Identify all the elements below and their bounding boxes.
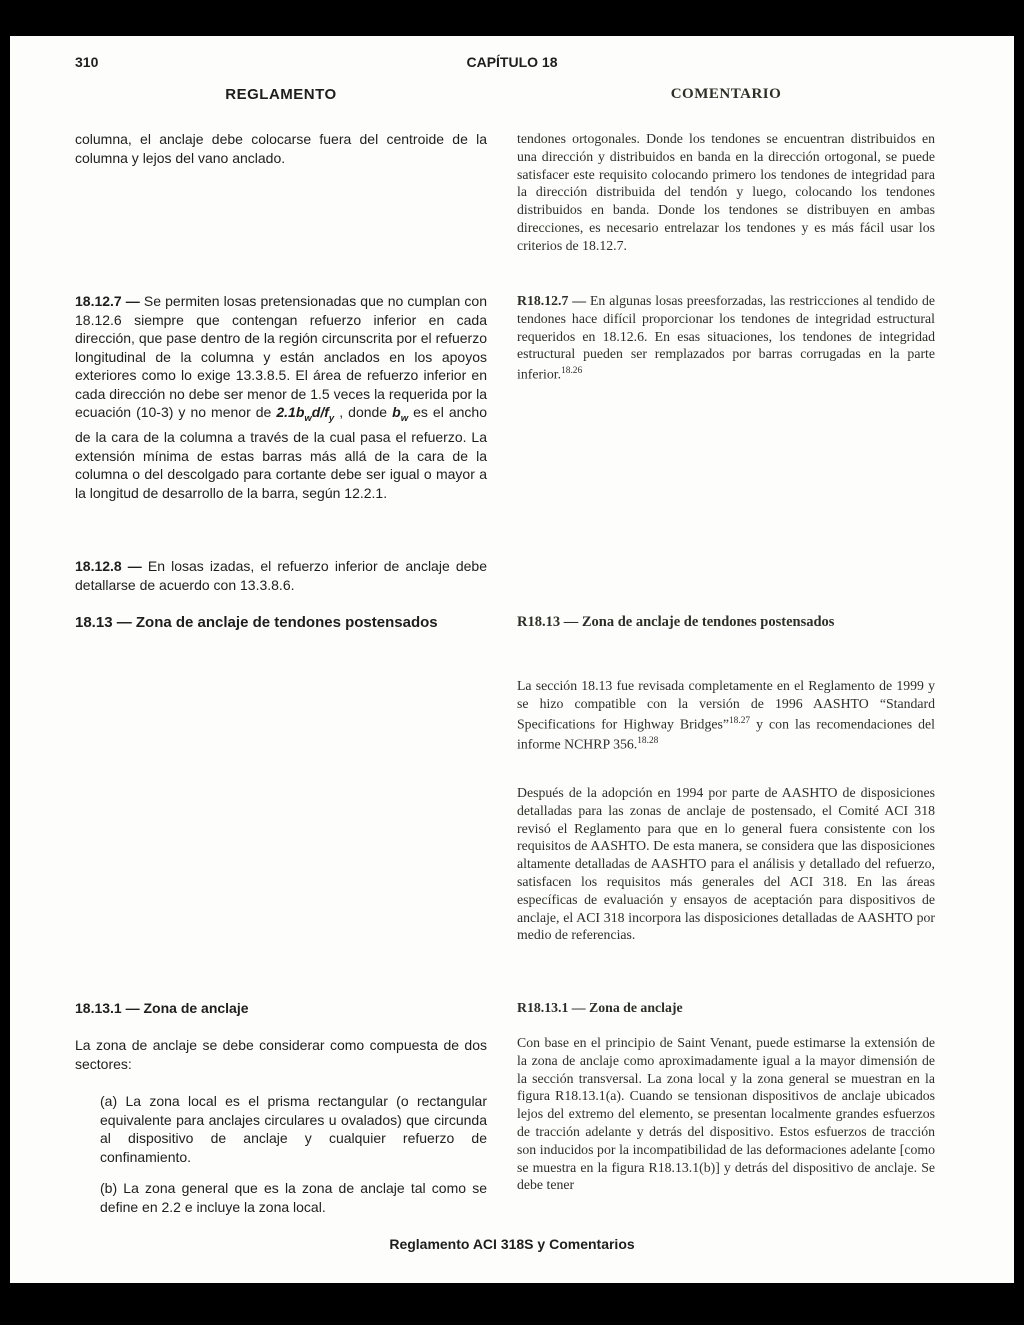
- reglamento-heading-18-13-1: 18.13.1 — Zona de anclaje: [75, 1000, 249, 1016]
- reglamento-section-18-12-7: 18.12.7 — Se permiten losas pretensionadas que no cumplan con 18.12.6 siempre que contengan refuerzo inferior en cada dirección, que pase dentro de la región circunscrita por el refuerzo longitudinal de la columna y están anclados en los apoyos exteriores como lo exige 13.3.8.5. El área de refuerzo inferior en cada dirección no debe ser menor de 1.5 veces la requerida por la ecuación (10-3) y no menor de $2.1b_wd/f_y$ , donde $b_w$ es el ancho de la cara de la columna a través de la cual pasa el refuerzo. La extensión mínima de estas barras más allá de la cara de la columna o del descolgado para cortante debe ser igual o mayor a la longitud de desarrollo de la barra, según 12.2.1.: [75, 293, 487, 501]
- comentario-section-r18-12-7: R18.12.7 — En algunas losas preesforzadas, las restricciones al tendido de tendones hace difícil proporcionar los tendones de integridad estructural requeridos en 18.12.6. En esas situaciones, los tendones de integridad estructural pueden ser remplazados por barras corrugadas en la parte inferior.$^{18.26}$: [517, 293, 935, 382]
- page-number: 310: [75, 54, 99, 70]
- comentario-intro-paragraph: tendones ortogonales. Donde los tendones se encuentran distribuidos en una dirección y distribuidos en banda en la dirección ortogonal, se puede satisfacer este requisito colocando primero los tendones de integridad para la dirección distribuida del tendón y luego, colocando los tendones distribuidos en banda. Donde los tendones se distribuyen en ambas direcciones, es necesario entrelazar los tendones y es más fácil usar los criterios de 18.12.7.: [517, 131, 935, 253]
- comentario-column-title: COMENTARIO: [670, 86, 782, 102]
- comentario-paragraph-despues: Después de la adopción en 1994 por parte de AASHTO de disposiciones detalladas para las zonas de anclaje de postensado, el Comité ACI 318 revisó el Reglamento para que en lo general fuera consistente con los requisitos de AASHTO. De esta manera, se considera que las disposiciones altamente detalladas de AASHTO para el análisis y detallado del refuerzo, satisfacen los requisitos más generales del ACI 318. En las áreas específicas de evaluación y ensayos de aceptación para dispositivos de anclaje, el ACI 318 incorpora las disposiciones detalladas de AASHTO por medio de referencias.: [517, 785, 935, 943]
- reglamento-column-title: REGLAMENTO: [225, 86, 337, 103]
- reglamento-item-b: (b) La zona general que es la zona de anclaje tal como se define en 2.2 e incluye la zona local.: [100, 1180, 487, 1215]
- chapter-header: CAPÍTULO 18: [466, 54, 558, 70]
- reglamento-intro-paragraph: columna, el anclaje debe colocarse fuera del centroide de la columna y lejos del vano anclado.: [75, 131, 487, 166]
- reglamento-heading-18-13: 18.13 — Zona de anclaje de tendones postensados: [75, 614, 438, 631]
- reglamento-item-a: (a) La zona local es el prisma rectangular (o rectangular equivalente para anclajes circulares u ovalados) que circunda al dispositivo de anclaje y cualquier refuerzo de confinamiento.: [100, 1093, 487, 1165]
- reglamento-section-18-12-8: 18.12.8 — En losas izadas, el refuerzo inferior de anclaje debe detallarse de acuerdo con 13.3.8.6.: [75, 558, 487, 593]
- document-page: [10, 36, 1014, 1283]
- page-footer: Reglamento ACI 318S y Comentarios: [389, 1236, 635, 1252]
- comentario-heading-r18-13-1: R18.13.1 — Zona de anclaje: [517, 1000, 683, 1015]
- comentario-heading-r18-13: R18.13 — Zona de anclaje de tendones postensados: [517, 614, 835, 630]
- reglamento-paragraph-zona-anclaje: La zona de anclaje se debe considerar como compuesta de dos sectores:: [75, 1037, 487, 1072]
- comentario-paragraph-seccion: La sección 18.13 fue revisada completamente en el Reglamento de 1999 y se hizo compatible con la versión de 1996 AASHTO “Standard Specifications for Highway Bridges”$^{18.27}$ y con las recomendaciones del informe NCHRP 356.$^{18.28}$: [517, 678, 936, 752]
- comentario-paragraph-con-base: Con base en el principio de Saint Venant, puede estimarse la extensión de la zona de anclaje como aproximadamente igual a la mayor dimensión de la sección transversal. La zona local y la zona general se muestran en la figura R18.13.1(a). Cuando se tensionan dispositivos de anclaje ubicados lejos del extremo del elemento, se presentan localmente grandes esfuerzos de tracción adelante y detrás del dispositivo. Estos esfuerzos de tracción son inducidos por la incompatibilidad de las deformaciones adelante [como se muestra en la figura R18.13.1(b)] y detrás del dispositivo de anclaje. Se debe tener: [517, 1035, 935, 1193]
